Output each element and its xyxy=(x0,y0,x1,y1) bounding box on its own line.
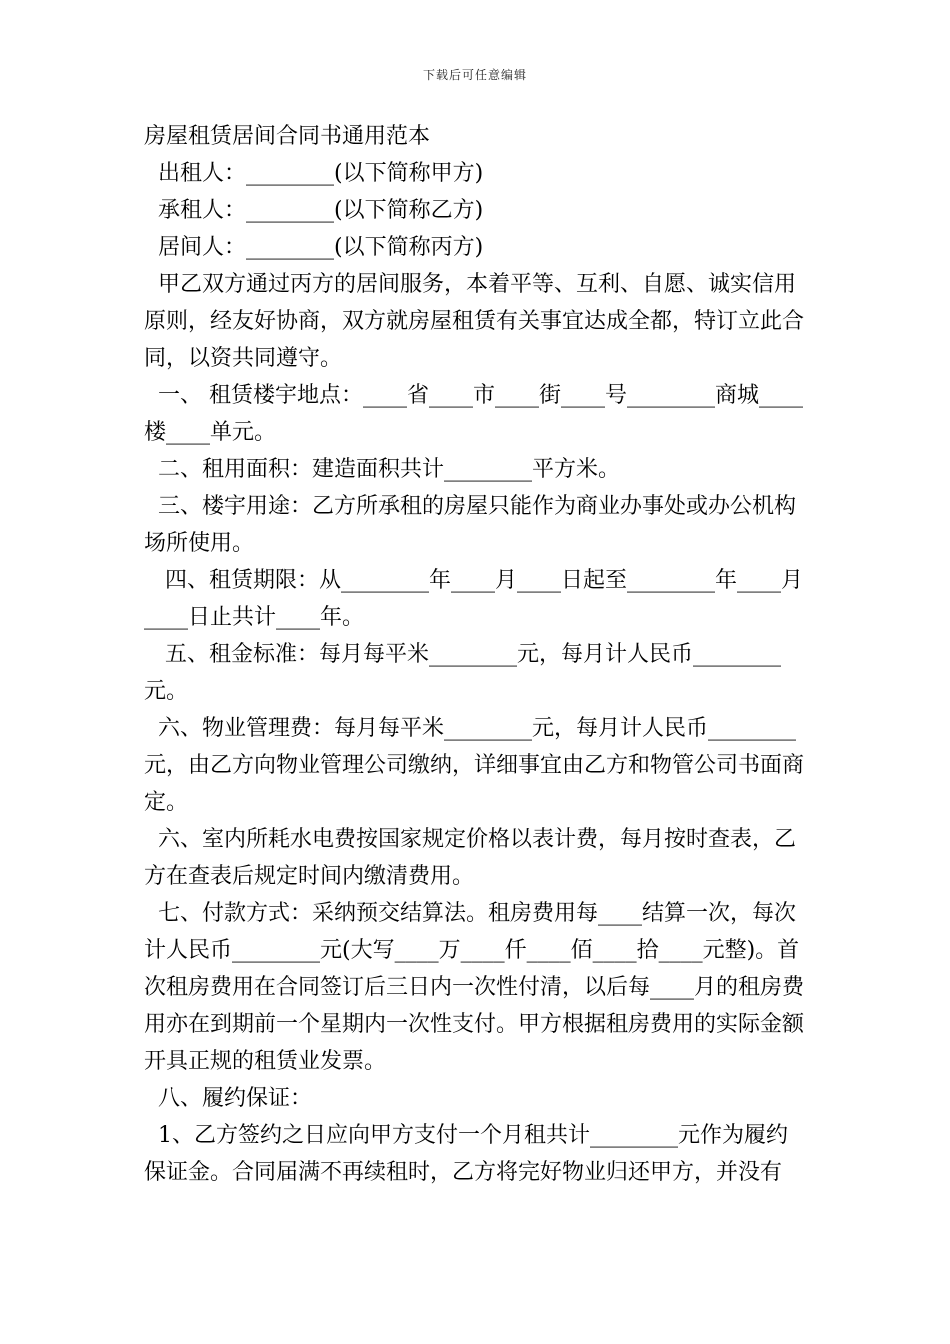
paragraph-clause-payment: 七、付款方式：采纳预交结算法。租房费用每____结算一次，每次计人民币________元(大写____万____仟____佰____拾____元整)。首次租房费用在合同签订后三日内一次性付清，以后每____月的租房费用亦在到期前一个星期内一次性支付。甲方根据租房费用的实际金额开具正规的租赁业发票。 xyxy=(144,901,805,1074)
paragraph-guarantee-item-1: 1、乙方签约之日应向甲方支付一个月租共计________元作为履约保证金。合同届满不再续租时，乙方将完好物业归还甲方，并没有 xyxy=(144,1123,788,1185)
paragraph-clause-term: 四、租赁期限：从________年____月____日起至________年____月____日止共计____年。 xyxy=(144,568,803,630)
paragraph-preamble: 甲乙双方通过丙方的居间服务，本着平等、互利、自愿、诚实信用原则，经友好协商，双方就房屋租赁有关事宜达成全都，特订立此合同，以资共同遵守。 xyxy=(144,272,805,371)
document-title: 房屋租赁居间合同书通用范本 xyxy=(144,124,431,149)
paragraph-lessor: 出租人：________(以下简称甲方) xyxy=(144,161,484,186)
paragraph-clause-location: 一、 租赁楼宇地点：____省____市____街____号________商城____楼____单元。 xyxy=(144,383,803,445)
header-note: 下载后可任意编辑 xyxy=(422,68,527,82)
paragraph-clause-rent: 五、租金标准：每月每平米________元，每月计人民币________元。 xyxy=(144,642,781,704)
paragraph-clause-guarantee: 八、履约保证： xyxy=(144,1086,313,1111)
paragraph-clause-management-fee: 六、物业管理费：每月每平米________元，每月计人民币________元，由乙方向物业管理公司缴纳，详细事宜由乙方和物管公司书面商定。 xyxy=(144,716,805,815)
paragraph-clause-area: 二、租用面积：建造面积共计________平方米。 xyxy=(144,457,621,482)
paragraph-intermediary: 居间人：________(以下简称丙方) xyxy=(144,235,484,260)
paragraph-clause-usage: 三、楼宇用途：乙方所承租的房屋只能作为商业办事处或办公机构场所使用。 xyxy=(144,494,797,556)
paragraph-lessee: 承租人：________(以下简称乙方) xyxy=(144,198,484,223)
document-body xyxy=(144,118,808,1191)
paragraph-clause-utilities: 六、室内所耗水电费按国家规定价格以表计费，每月按时查表，乙方在查表后规定时间内缴清费用。 xyxy=(144,827,797,889)
